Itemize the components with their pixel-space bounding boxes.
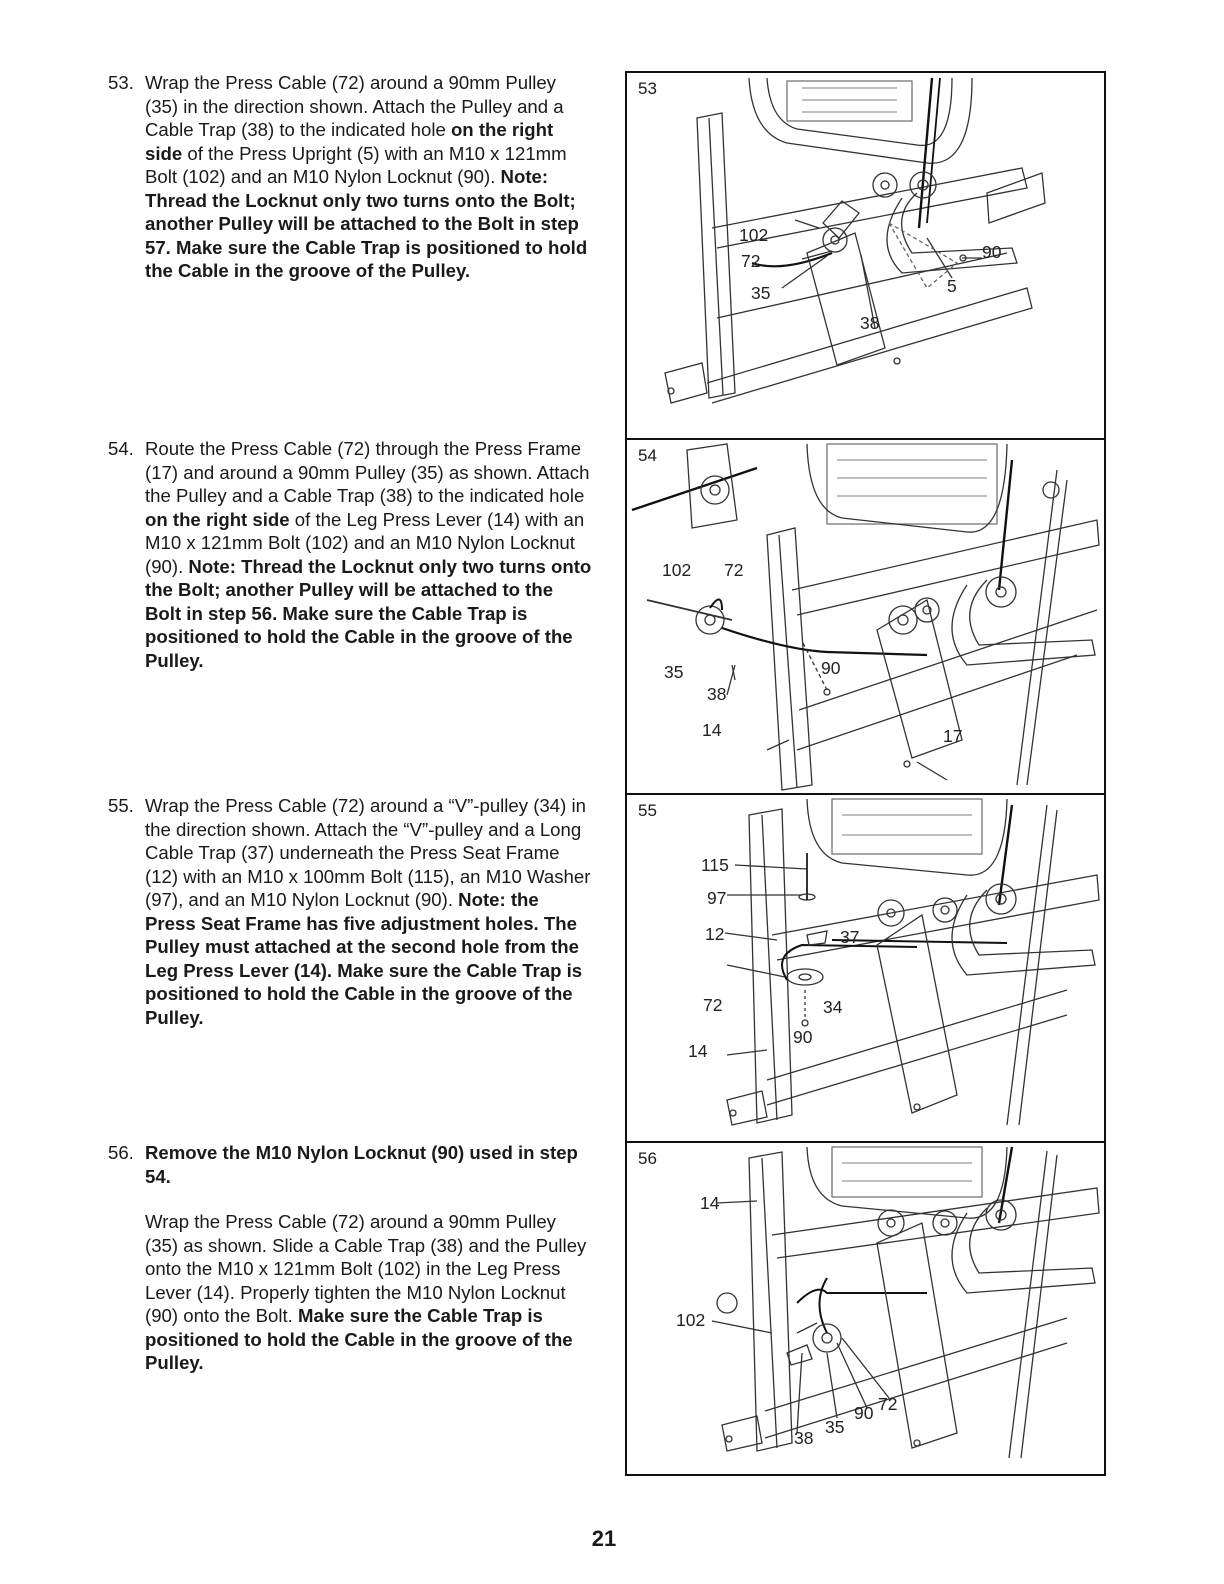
figure-54-drawing bbox=[627, 440, 1104, 793]
callout-14: 14 bbox=[700, 1193, 720, 1213]
step-text: Wrap the Press Cable (72) around a “V”-pulley (34) in the direction shown. Attach the “V”-pulley and a Long Cable Trap (37) underneath the Press Seat Frame (12) with an M10 x 100mm Bolt (115), an M10 Washer (97), and an M10 Nylon Locknut (90). bbox=[145, 795, 591, 910]
step-emphasis: on the right side bbox=[145, 508, 290, 530]
step-number: 55. bbox=[108, 795, 134, 816]
callout-14: 14 bbox=[688, 1041, 708, 1061]
callout-102: 102 bbox=[662, 560, 692, 580]
callout-35: 35 bbox=[825, 1417, 845, 1437]
figure-56 bbox=[627, 1141, 1104, 1476]
step-number: 56. bbox=[108, 1142, 134, 1163]
callout-72: 72 bbox=[724, 560, 744, 580]
step-emphasis: on the right side bbox=[145, 119, 554, 164]
callout-72: 72 bbox=[741, 251, 761, 271]
step-text: of the Press Upright (5) with an M10 x 121mm Bolt (102) and an M10 Nylon Locknut (90). bbox=[145, 142, 567, 187]
step-note: Make sure the Cable Trap is positioned to hold the Cable in the groove of the Pulley. bbox=[145, 1305, 573, 1373]
step-text: of the Leg Press Lever (14) with an M10 x 121mm Bolt (102) and an M10 Nylon Locknut (90). bbox=[145, 508, 585, 577]
callout-5: 5 bbox=[947, 276, 957, 296]
callout-37: 37 bbox=[840, 927, 860, 947]
page-number: 21 bbox=[591, 1526, 617, 1551]
step-text: Wrap the Press Cable (72) around a 90mm Pulley (35) as shown. Slide a Cable Trap (38) and the Pulley onto the M10 x 121mm Bolt (102) in the Leg Press Lever (14). Properly tighten the M10 Nylon Locknut (90) onto the Bolt. bbox=[145, 1211, 587, 1326]
callout-97: 97 bbox=[707, 888, 727, 908]
callout-38: 38 bbox=[860, 313, 880, 333]
callout-14: 14 bbox=[702, 720, 722, 740]
callout-38: 38 bbox=[707, 684, 727, 704]
callout-90: 90 bbox=[793, 1027, 813, 1047]
callout-90: 90 bbox=[821, 658, 841, 678]
step-number: 53. bbox=[108, 72, 134, 93]
figure-53-drawing bbox=[627, 73, 1104, 438]
figure-53 bbox=[627, 73, 1104, 438]
figure-label: 54 bbox=[638, 446, 657, 465]
callout-72: 72 bbox=[703, 995, 723, 1015]
callout-35: 35 bbox=[664, 662, 684, 682]
step-54 bbox=[108, 437, 594, 672]
callout-12: 12 bbox=[705, 924, 725, 944]
callout-34: 34 bbox=[823, 997, 843, 1017]
step-note: Note: Thread the Locknut only two turns onto the Bolt; another Pulley will be attached to the Bolt in step 57. Make sure the Cable Trap is positioned to hold the Cable in the groove of the Pulley. bbox=[145, 166, 588, 281]
callout-72: 72 bbox=[878, 1394, 898, 1414]
figure-label: 56 bbox=[638, 1149, 657, 1168]
callout-38: 38 bbox=[794, 1428, 814, 1448]
step-number: 54. bbox=[108, 438, 134, 459]
step-55 bbox=[108, 794, 594, 1029]
callout-17: 17 bbox=[943, 726, 963, 746]
step-text: Wrap the Press Cable (72) around a 90mm Pulley (35) in the direction shown. Attach the Pulley and a Cable Trap (38) to the indicated hole bbox=[145, 72, 564, 140]
callout-115: 115 bbox=[701, 855, 729, 875]
step-heading: Remove the M10 Nylon Locknut (90) used in step 54. bbox=[145, 1142, 578, 1187]
step-note: Note: Thread the Locknut only two turns onto the Bolt; another Pulley will be attached to the Bolt in step 56. Make sure the Cable Trap is positioned to hold the Cable in the groove of the Pulley. bbox=[145, 555, 592, 671]
figure-54 bbox=[627, 438, 1104, 795]
callout-102: 102 bbox=[739, 225, 769, 245]
figure-55 bbox=[627, 793, 1104, 1143]
step-text: Route the Press Cable (72) through the Press Frame (17) and around a 90mm Pulley (35) as shown. Attach the Pulley and a Cable Trap (38) to the indicated hole bbox=[145, 438, 590, 506]
callout-90: 90 bbox=[854, 1403, 874, 1423]
step-53 bbox=[108, 71, 594, 283]
figure-label: 55 bbox=[638, 801, 657, 820]
callout-90: 90 bbox=[982, 242, 1002, 262]
step-56 bbox=[108, 1141, 594, 1375]
figure-label: 53 bbox=[638, 79, 657, 98]
figure-56-drawing bbox=[627, 1143, 1104, 1474]
figure-column bbox=[625, 71, 1106, 1476]
callout-102: 102 bbox=[676, 1310, 706, 1330]
figure-55-drawing bbox=[627, 795, 1104, 1141]
step-note: Note: the Press Seat Frame has five adjustment holes. The Pulley must attached at the second hole from the Leg Press Lever (14). Make sure the Cable Trap is positioned to hold the Cable in the groove of the Pulley. bbox=[145, 889, 583, 1028]
callout-35: 35 bbox=[751, 283, 771, 303]
